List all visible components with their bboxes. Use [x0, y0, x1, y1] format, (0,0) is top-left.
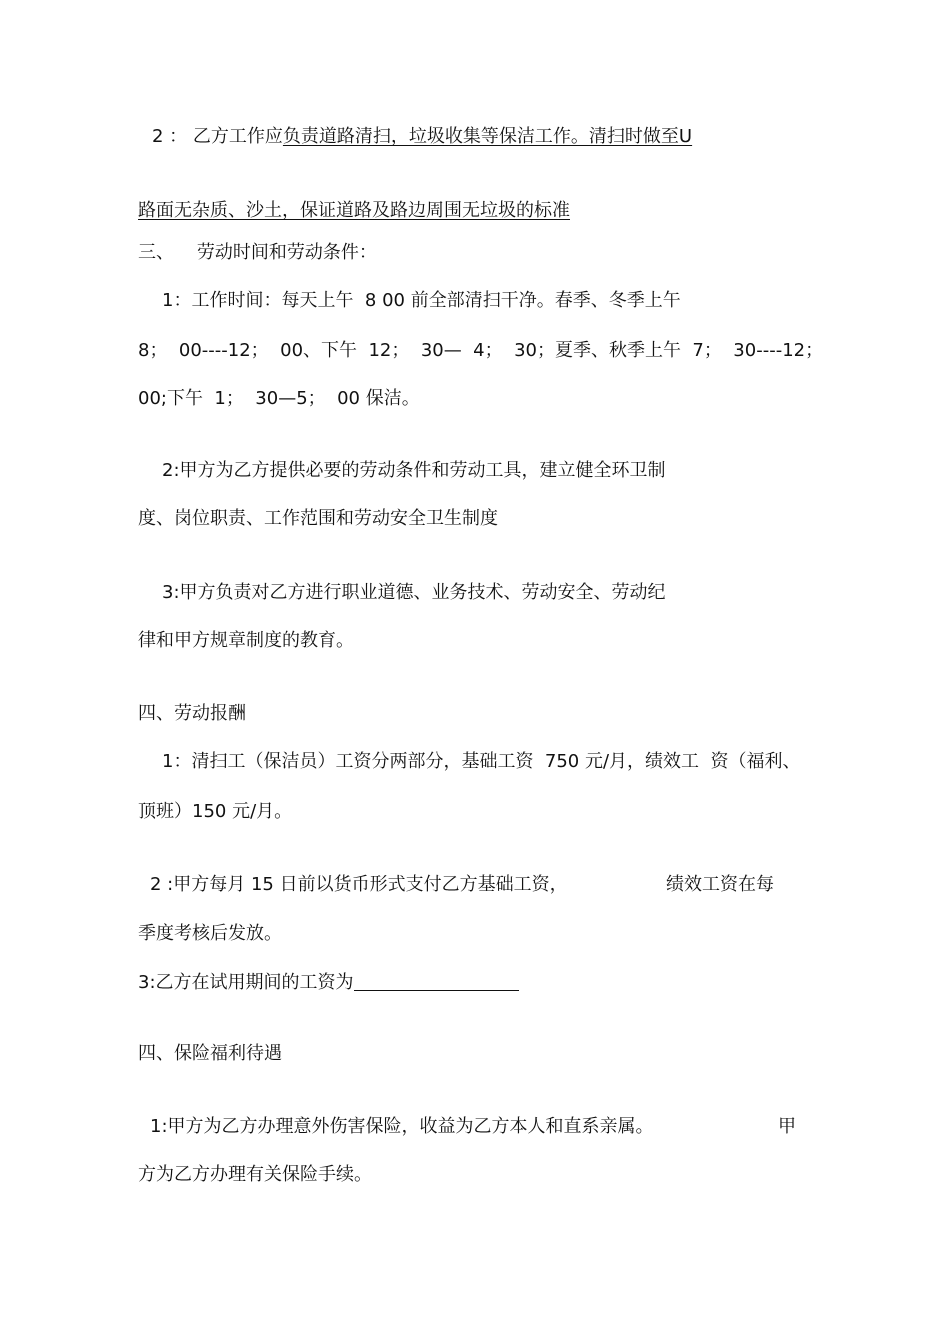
education-line-1: 3:甲方负责对乙方进行职业道德、业务技术、劳动安全、劳动纪 [162, 582, 666, 603]
clause-2-line-2: 路面无杂质、沙土，保证道路及路边周围无垃圾的标准 [138, 200, 570, 221]
payment-line-2: 季度考核后发放。 [138, 923, 282, 944]
worktime-line-1: 1：工作时间：每天上午 8 00 前全部清扫干净。春季、冬季上午 [162, 290, 681, 311]
conditions-line-1: 2:甲方为乙方提供必要的劳动条件和劳动工具，建立健全环卫制 [162, 460, 666, 481]
worktime-line-2: 8； 00----12； 00、下午 12； 30— 4； 30；夏季、秋季上午 7； 30----12； [138, 340, 824, 361]
payment-line-1a: 2 :甲方每月 15 日前以货币形式支付乙方基础工资， [150, 874, 568, 895]
probation-label: 3:乙方在试用期间的工资为 [138, 972, 354, 993]
clause-text: 乙方工作应 [192, 126, 283, 147]
education-line-2: 律和甲方规章制度的教育。 [138, 630, 354, 651]
clause-2-line-1 [152, 126, 692, 148]
payment-line-1b: 绩效工资在每 [666, 874, 774, 895]
probation-wage-line [138, 972, 519, 994]
insurance-line-1a: 1:甲方为乙方办理意外伤害保险，收益为乙方本人和直系亲属。 [150, 1116, 654, 1137]
underlined-text: 负责道路清扫，垃圾收集等保洁工作。清扫时做至U [282, 126, 693, 147]
section-heading-4-pay: 四、劳动报酬 [138, 703, 246, 724]
section-heading-4-insurance: 四、保险福利待遇 [138, 1043, 282, 1064]
blank-fill-line [354, 972, 519, 991]
section-heading-3: 三、 劳动时间和劳动条件： [138, 242, 377, 263]
worktime-line-3: 00;下午 1； 30—5； 00 保洁。 [138, 388, 420, 409]
insurance-line-1b: 甲 [778, 1116, 796, 1137]
conditions-line-2: 度、岗位职责、工作范围和劳动安全卫生制度 [138, 508, 498, 529]
insurance-line-2: 方为乙方办理有关保险手续。 [138, 1164, 372, 1185]
wage-line-1: 1：清扫工（保洁员）工资分两部分，基础工资 750 元/月，绩效工 资（福利、 [162, 751, 801, 772]
wage-line-2: 顶班）150 元/月。 [138, 801, 293, 822]
clause-number: 2 ： [152, 126, 188, 147]
